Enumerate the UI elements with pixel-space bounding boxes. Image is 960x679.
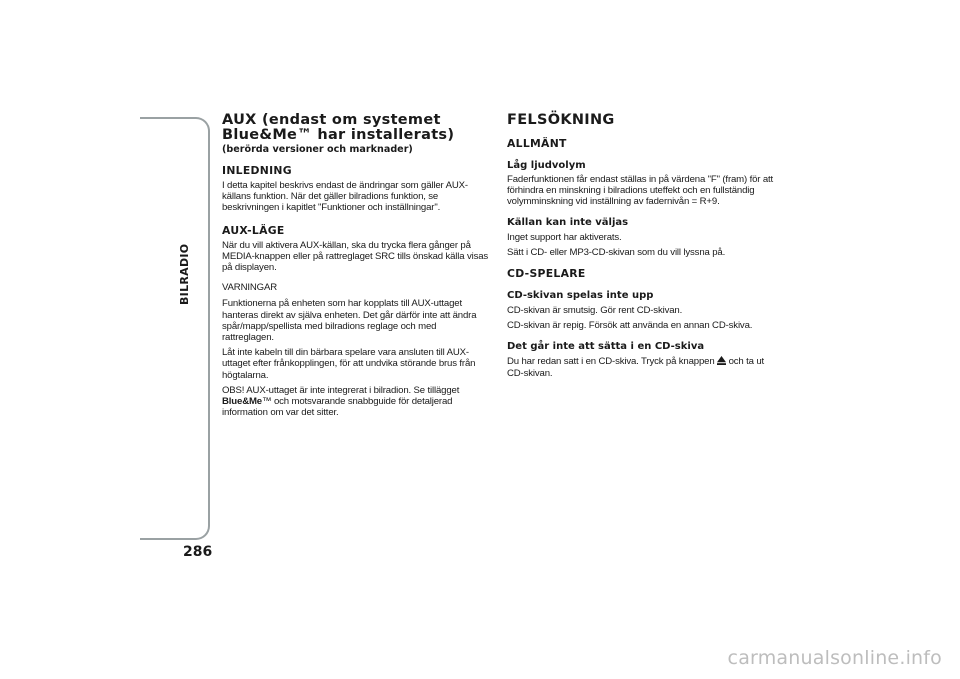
inledning-line-2: källans funktion. När det gäller bilradions funktion, se bbox=[222, 191, 439, 203]
watermark-text: carmanualsonline.info bbox=[727, 647, 942, 669]
aux-mode-heading: AUX-LÄGE bbox=[222, 223, 285, 237]
troubleshooting-title: FELSÖKNING bbox=[507, 112, 615, 128]
warning-1-line-4: rattreglagen. bbox=[222, 332, 274, 344]
cd-insert-line-2: CD-skivan. bbox=[507, 367, 553, 379]
source-line-2: Sätt i CD- eller MP3-CD-skivan som du vill lyssna på. bbox=[507, 246, 726, 258]
note-brand: Blue&Me bbox=[222, 396, 262, 408]
warning-2-line-3: högtalarna. bbox=[222, 369, 269, 381]
right-column bbox=[507, 113, 779, 379]
page-number: 286 bbox=[183, 544, 213, 560]
general-heading: ALLMÄNT bbox=[507, 137, 567, 150]
inledning-line-1: I detta kapitel beskrivs endast de ändringar som gäller AUX- bbox=[222, 180, 468, 191]
cd-no-play-line-1: CD-skivan är smutsig. Gör rent CD-skivan. bbox=[507, 305, 683, 317]
note-line-3: information om var det sitter. bbox=[222, 407, 339, 419]
note-line-2-rest: ™ och motsvarande snabbguide för detaljerad bbox=[262, 396, 453, 408]
cd-no-play-heading: CD-skivan spelas inte upp bbox=[507, 290, 654, 302]
warnings-heading: VARNINGAR bbox=[222, 282, 277, 294]
cd-insert-text-a: Du har redan satt i en CD-skiva. Tryck på knappen bbox=[507, 356, 715, 368]
warning-1-line-1: Funktionerna på enheten som har kopplats till AUX-uttaget bbox=[222, 298, 462, 310]
warning-2-line-2: uttaget efter frånkopplingen, för att undvika störande brus från bbox=[222, 358, 476, 370]
aux-mode-line-2: MEDIA-knappen eller på rattreglaget SRC tills önskad källa visas bbox=[222, 250, 489, 262]
aux-title-line-2: Blue&Me™ har installerats) bbox=[222, 127, 455, 143]
inledning-heading: INLEDNING bbox=[222, 164, 292, 177]
low-volume-heading: Låg ljudvolym bbox=[507, 160, 586, 171]
low-volume-line-3: volymminskning vid inställning av fadernivån = R+9. bbox=[507, 196, 720, 208]
low-volume-line-2: förhindra en minskning i bilradions uteffekt och en fullständig bbox=[507, 185, 755, 197]
cd-insert-text-b: och ta ut bbox=[728, 356, 765, 368]
source-line-1: Inget support har aktiverats. bbox=[507, 231, 622, 243]
cd-insert-heading: Det går inte att sätta i en CD-skiva bbox=[507, 341, 705, 353]
eject-icon bbox=[717, 356, 726, 365]
side-frame bbox=[140, 117, 210, 540]
aux-mode-line-1: När du vill aktivera AUX-källan, ska du trycka flera gånger på bbox=[222, 239, 471, 251]
note-line-1: OBS! AUX-uttaget är inte integrerat i bilradion. Se tillägget bbox=[222, 384, 460, 396]
source-heading: Källan kan inte väljas bbox=[507, 216, 629, 228]
note-line-2 bbox=[222, 396, 494, 407]
warning-2-line-1: Låt inte kabeln till din bärbara spelare vara ansluten till AUX- bbox=[222, 347, 469, 359]
aux-subtitle: (berörda versioner och marknader) bbox=[222, 144, 413, 155]
warning-1-line-2: hanteras direkt av själva enheten. Det går därför inte att ändra bbox=[222, 309, 477, 321]
aux-mode-line-3: på displayen. bbox=[222, 262, 277, 274]
cd-no-play-line-2: CD-skivan är repig. Försök att använda en annan CD-skiva. bbox=[507, 320, 753, 332]
cd-player-heading: CD-SPELARE bbox=[507, 267, 586, 281]
left-column bbox=[222, 113, 494, 418]
low-volume-line-1: Faderfunktionen får endast ställas in på värdena "F" (fram) för att bbox=[507, 174, 774, 185]
aux-title-line-1: AUX (endast om systemet bbox=[222, 112, 441, 128]
warning-1-line-3: spår/mapp/spellista med bilradions reglage och med bbox=[222, 320, 437, 332]
inledning-line-3: beskrivningen i kapitlet "Funktioner och inställningar". bbox=[222, 202, 441, 214]
cd-insert-line-1 bbox=[507, 356, 779, 367]
section-side-label: BILRADIO bbox=[178, 243, 191, 305]
